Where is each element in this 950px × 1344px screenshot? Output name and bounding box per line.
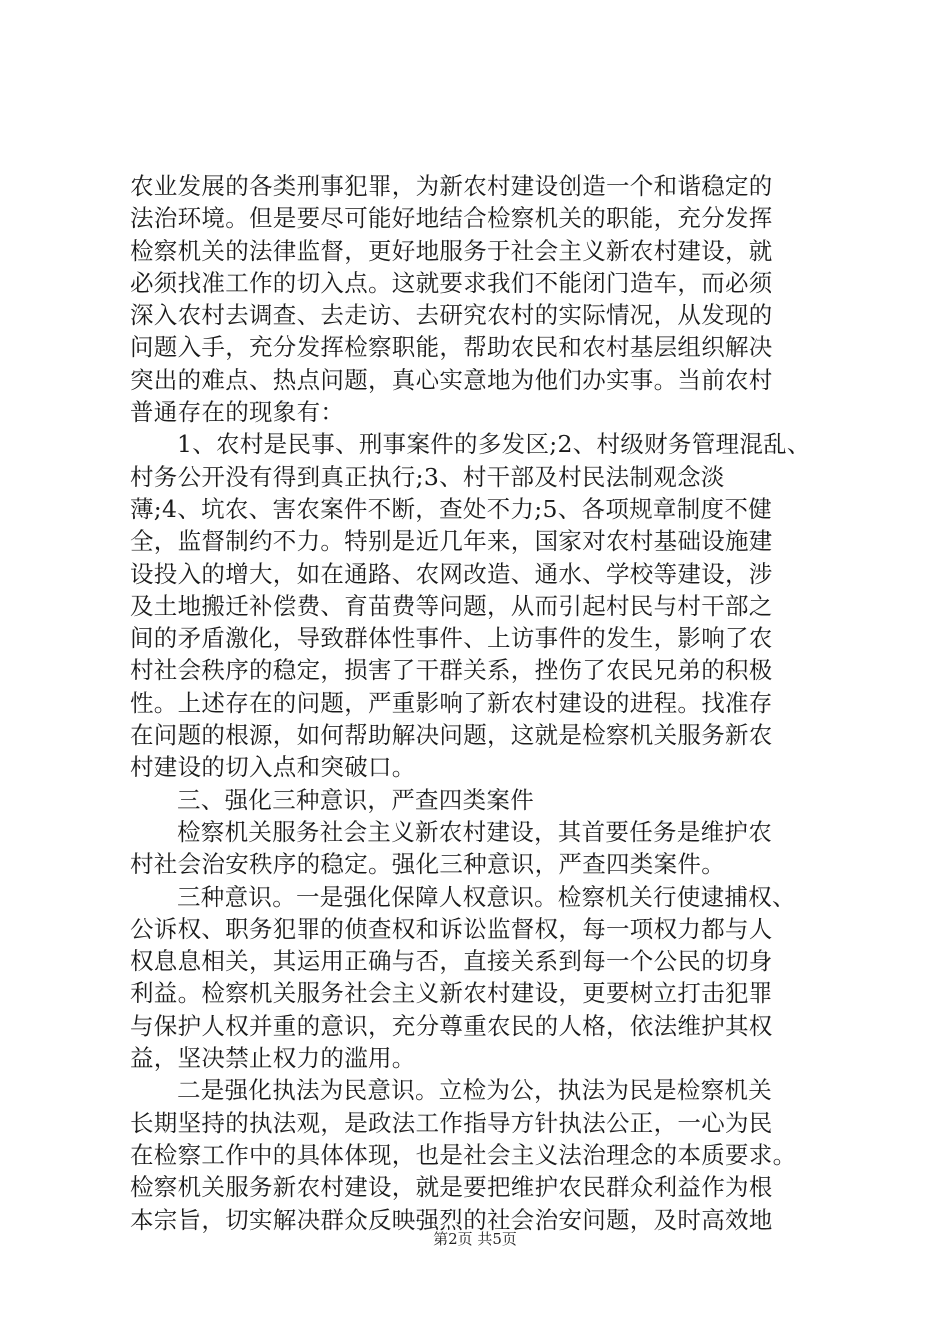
text-line: 公诉权、职务犯罪的侦查权和诉讼监督权，每一项权力都与人	[130, 914, 773, 943]
text-line: 性。上述存在的问题，严重影响了新农村建设的进程。找准存	[130, 688, 773, 717]
text-line: 在问题的根源，如何帮助解决问题，这就是检察机关服务新农	[130, 721, 773, 750]
text-line: 农业发展的各类刑事犯罪，为新农村建设创造一个和谐稳定的	[130, 172, 773, 200]
text-line: 间的矛盾激化，导致群体性事件、上访事件的发生，影响了农	[130, 624, 773, 653]
paragraph-start-line: 三种意识。一是强化保障人权意识。检察机关行使逮捕权、	[177, 882, 796, 911]
text-line: 权息息相关，其运用正确与否，直接关系到每一个公民的切身	[130, 947, 773, 976]
text-line: 本宗旨，切实解决群众反映强烈的社会治安问题，及时高效地	[130, 1205, 773, 1234]
text-line: 全，监督制约不力。特别是近几年来，国家对农村基础设施建	[130, 527, 773, 556]
text-line: 突出的难点、热点问题，真心实意地为他们办实事。当前农村	[130, 365, 773, 394]
text-line: 与保护人权并重的意识，充分尊重农民的人格，依法维护其权	[130, 1011, 773, 1040]
text-line: 村社会秩序的稳定，损害了干群关系，挫伤了农民兄弟的积极	[130, 656, 773, 685]
text-line: 检察机关的法律监督，更好地服务于社会主义新农村建设，就	[130, 236, 773, 265]
text-line: 设投入的增大，如在通路、农网改造、通水、学校等建设，涉	[130, 559, 773, 588]
text-line: 长期坚持的执法观，是政法工作指导方针执法公正，一心为民	[130, 1108, 773, 1137]
text-line: 深入农村去调查、去走访、去研究农村的实际情况，从发现的	[130, 301, 773, 330]
text-line: 村社会治安秩序的稳定。强化三种意识，严查四类案件。	[130, 850, 725, 879]
paragraph-start-line: 检察机关服务社会主义新农村建设，其首要任务是维护农	[177, 817, 772, 846]
section-heading: 三、强化三种意识，严查四类案件	[177, 785, 534, 814]
text-line: 检察机关服务新农村建设，就是要把维护农民群众利益作为根	[130, 1173, 773, 1202]
text-line: 法治环境。但是要尽可能好地结合检察机关的职能，充分发挥	[130, 204, 773, 233]
document-body	[130, 170, 830, 1236]
text-line: 益，坚决禁止权力的滥用。	[130, 1044, 416, 1073]
text-line: 及土地搬迁补偿费、育苗费等问题，从而引起村民与村干部之	[130, 591, 773, 620]
text-line: 在检察工作中的具体体现，也是社会主义法治理念的本质要求。	[130, 1140, 797, 1169]
page-number-footer: 第2页 共5页	[433, 1230, 517, 1248]
text-line: 村务公开没有得到真正执行;3、村干部及村民法制观念淡	[130, 462, 725, 491]
text-line: 必须找准工作的切入点。这就要求我们不能闭门造车，而必须	[130, 268, 773, 297]
text-line: 普通存在的现象有：	[130, 398, 345, 427]
text-line: 问题入手，充分发挥检察职能，帮助农民和农村基层组织解决	[130, 333, 773, 362]
text-line: 村建设的切入点和突破口。	[130, 753, 416, 782]
paragraph-start-line: 1、农村是民事、刑事案件的多发区;2、村级财务管理混乱、	[177, 430, 811, 459]
paragraph-start-line: 二是强化执法为民意识。立检为公，执法为民是检察机关	[177, 1076, 772, 1105]
text-line: 利益。检察机关服务社会主义新农村建设，更要树立打击犯罪	[130, 979, 773, 1008]
text-line: 薄;4、坑农、害农案件不断，查处不力;5、各项规章制度不健	[130, 494, 772, 523]
